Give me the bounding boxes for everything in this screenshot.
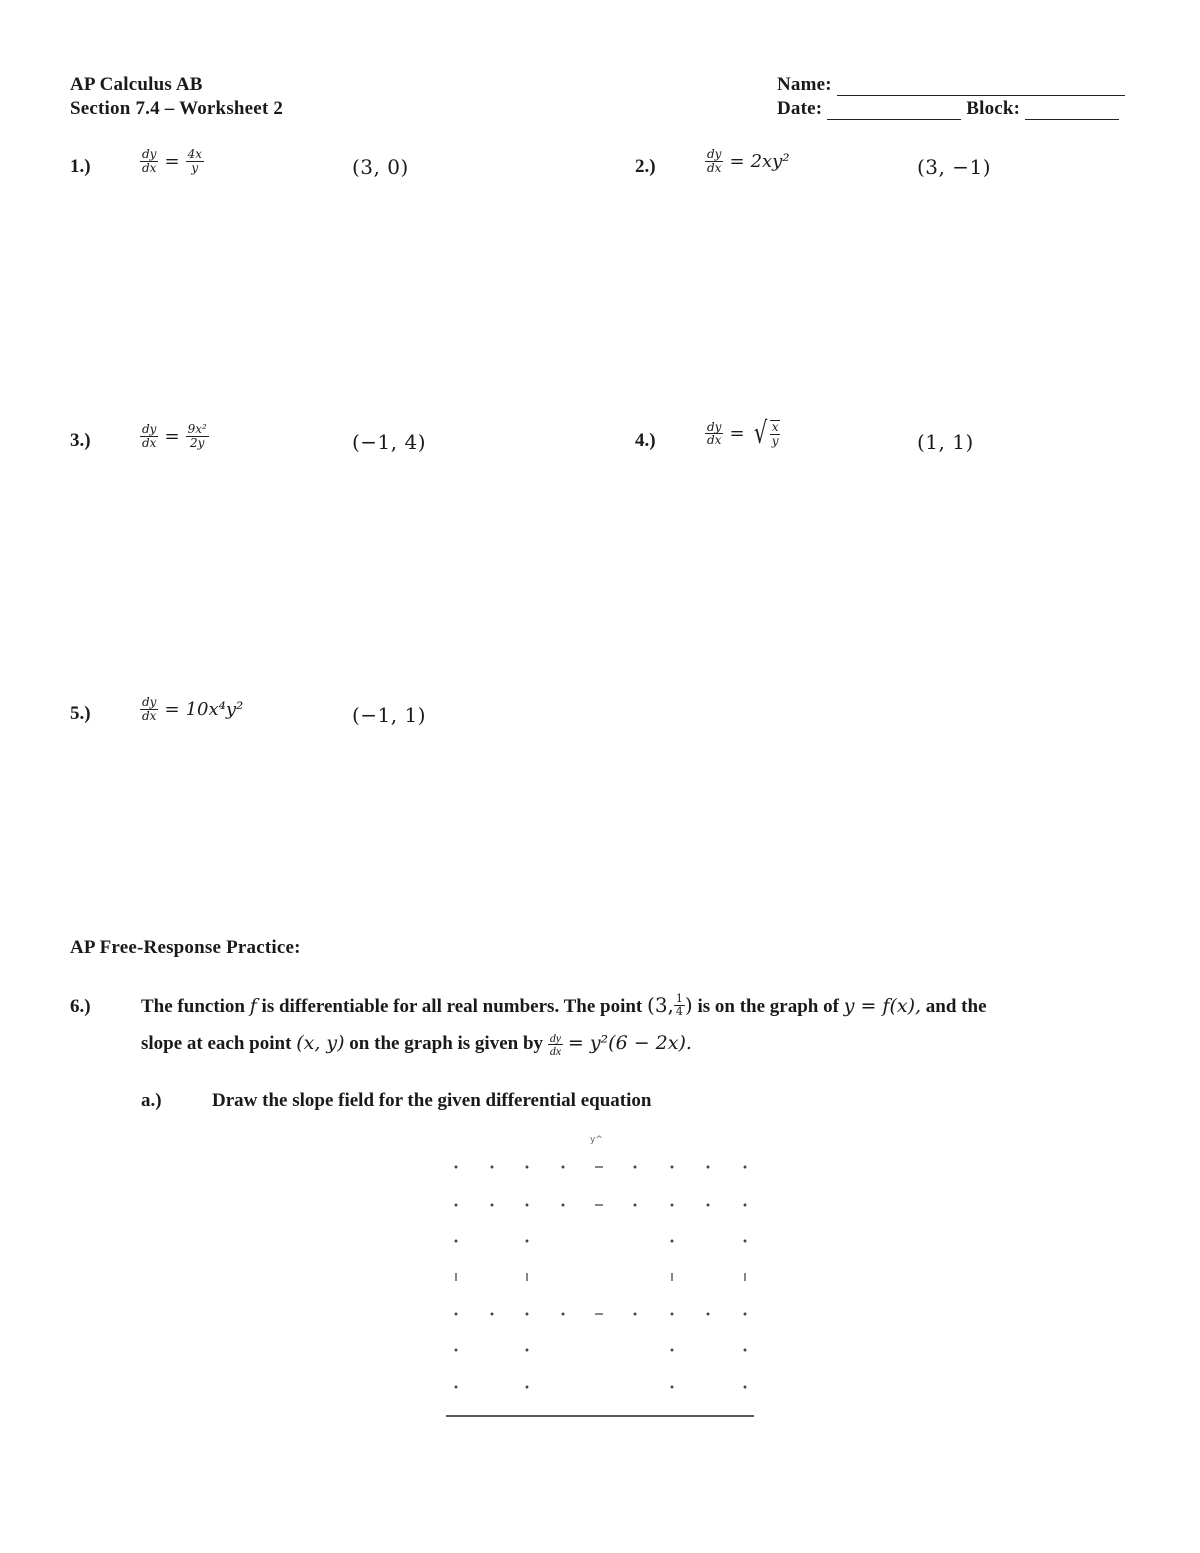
frq-number: 6.) bbox=[70, 996, 91, 1017]
course-title: AP Calculus AB bbox=[70, 74, 203, 95]
problem-2-number: 2.) bbox=[635, 156, 656, 177]
slope-mark bbox=[707, 1313, 709, 1315]
block-label: Block: bbox=[966, 98, 1021, 119]
slope-mark bbox=[562, 1166, 564, 1168]
problem-5-equation: $\frac{dy}{dx}$ = 10x⁴y² bbox=[142, 695, 244, 723]
problem-1-equation: $\frac{dy}{dx}$ = $\frac{4x}{y}$ bbox=[142, 147, 202, 175]
slope-mark bbox=[671, 1204, 673, 1206]
problem-1-number: 1.) bbox=[70, 156, 91, 177]
slope-mark bbox=[455, 1349, 457, 1351]
slope-mark bbox=[526, 1166, 528, 1168]
frq-paragraph: The function f is differentiable for all real numbers. The point (3, $\frac{1}{4}$ ) is on the graph of y = f(x), and the slope at each point (x, y) on the graph is given by $\frac{dy}{dx}$ = y²(6 − 2x). bbox=[141, 991, 987, 1059]
slope-mark bbox=[634, 1166, 636, 1168]
sqrt-symbol: √ $\frac{x}{y}$ bbox=[753, 416, 779, 452]
slope-mark bbox=[744, 1349, 746, 1351]
slope-mark bbox=[671, 1349, 673, 1351]
slope-mark bbox=[526, 1313, 528, 1315]
slope-mark bbox=[707, 1166, 709, 1168]
name-row bbox=[777, 74, 1125, 96]
slope-mark bbox=[526, 1386, 528, 1388]
slope-mark bbox=[455, 1166, 457, 1168]
part-a-text: Draw the slope field for the given differential equation bbox=[212, 1090, 652, 1111]
slope-mark bbox=[744, 1166, 746, 1168]
slope-mark bbox=[744, 1240, 746, 1242]
slope-mark bbox=[671, 1386, 673, 1388]
problem-3-point: (−1, 4) bbox=[352, 430, 427, 454]
slope-mark bbox=[526, 1240, 528, 1242]
part-a-label: a.) bbox=[141, 1090, 162, 1111]
slope-mark bbox=[491, 1166, 493, 1168]
y-axis-label: y^ bbox=[590, 1135, 603, 1145]
slope-mark bbox=[562, 1204, 564, 1206]
slope-mark bbox=[526, 1349, 528, 1351]
slope-mark bbox=[634, 1204, 636, 1206]
problem-2-equation: $\frac{dy}{dx}$ = 2xy² bbox=[707, 147, 790, 175]
slope-mark bbox=[455, 1313, 457, 1315]
slope-field-grid[interactable] bbox=[430, 1125, 770, 1430]
problem-5-point: (−1, 1) bbox=[352, 703, 427, 727]
block-field[interactable] bbox=[1025, 101, 1119, 120]
slope-mark bbox=[671, 1313, 673, 1315]
name-field[interactable] bbox=[837, 77, 1125, 96]
problem-4-point: (1, 1) bbox=[917, 430, 974, 454]
slope-mark bbox=[744, 1313, 746, 1315]
slope-mark bbox=[562, 1313, 564, 1315]
date-label: Date: bbox=[777, 98, 823, 119]
slope-mark bbox=[634, 1313, 636, 1315]
problem-3-number: 3.) bbox=[70, 430, 91, 451]
name-label: Name: bbox=[777, 74, 832, 95]
slope-mark bbox=[526, 1204, 528, 1206]
date-block-row bbox=[777, 98, 1119, 120]
slope-mark bbox=[491, 1313, 493, 1315]
slope-mark bbox=[671, 1166, 673, 1168]
problem-1-point: (3, 0) bbox=[352, 155, 409, 179]
slope-mark bbox=[491, 1204, 493, 1206]
slope-mark bbox=[744, 1386, 746, 1388]
slope-mark bbox=[744, 1204, 746, 1206]
slope-mark bbox=[455, 1240, 457, 1242]
problem-4-equation: $\frac{dy}{dx}$ = √ $\frac{x}{y}$ bbox=[707, 416, 779, 452]
problem-5-number: 5.) bbox=[70, 703, 91, 724]
slope-mark bbox=[671, 1240, 673, 1242]
date-field[interactable] bbox=[827, 101, 961, 120]
frq-heading: AP Free-Response Practice: bbox=[70, 937, 301, 958]
slope-mark bbox=[455, 1204, 457, 1206]
problem-2-point: (3, −1) bbox=[917, 155, 992, 179]
slope-mark bbox=[455, 1386, 457, 1388]
section-title: Section 7.4 – Worksheet 2 bbox=[70, 98, 284, 119]
problem-3-equation: $\frac{dy}{dx}$ = $\frac{\text{9x²}}{2y}$ bbox=[142, 422, 207, 450]
slope-mark bbox=[707, 1204, 709, 1206]
problem-4-number: 4.) bbox=[635, 430, 656, 451]
